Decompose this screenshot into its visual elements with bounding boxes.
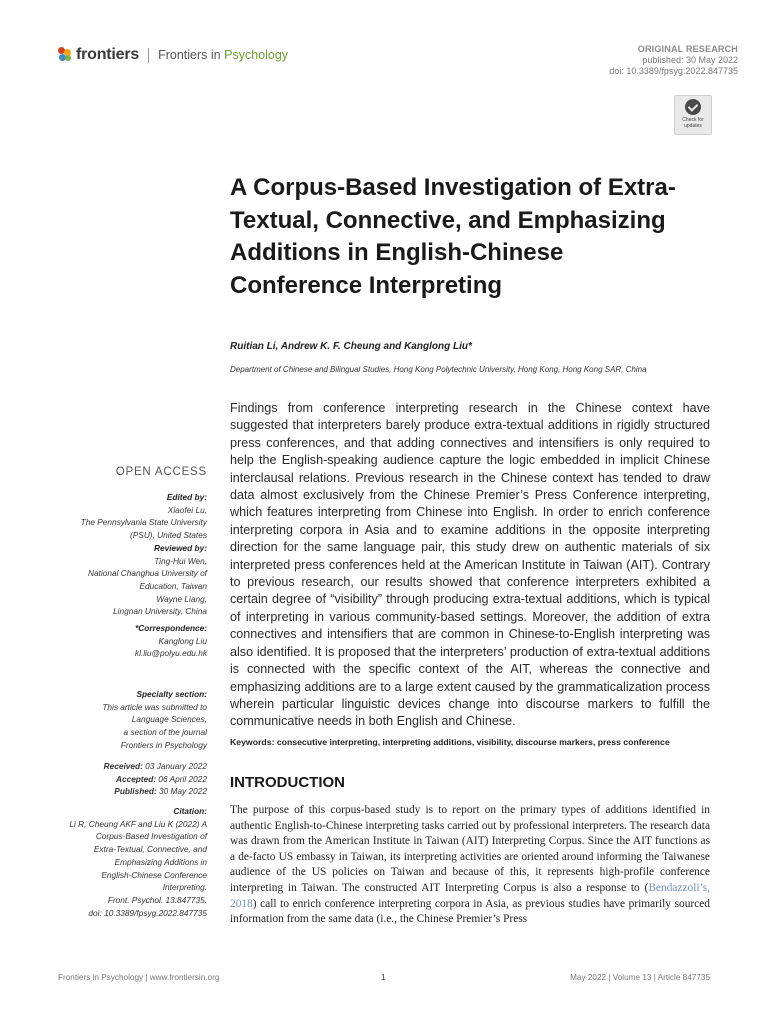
logo-wordmark: frontiers — [76, 46, 140, 63]
sidebar-citation — [40, 805, 207, 919]
affiliation: Department of Chinese and Bilingual Studies, Hong Kong Polytechnic University, Hong Kong, Hong Kong SAR, China — [230, 365, 647, 374]
specialty-line: Frontiers in Psychology — [120, 739, 207, 750]
correspondence-name: Kanglong Liu — [158, 635, 207, 646]
specialty-heading: Specialty section: — [136, 689, 207, 699]
citation-line: Emphasizing Additions in — [114, 856, 207, 867]
intro-text-part2: ) call to enrich conference interpreting corpora in Asia, as previous studies have primarily sourced information from the same data (i.e., the Chinese Premier’s Press — [230, 897, 710, 926]
date-label: Published: — [114, 786, 157, 797]
reviewer-line: Education, Taiwan — [139, 580, 207, 591]
date-label: Accepted: — [115, 773, 157, 784]
correspondence-email[interactable]: kl.liu@polyu.edu.hk — [134, 648, 207, 659]
page-number: 1 — [381, 973, 386, 982]
journal-prefix: Frontiers in — [158, 48, 225, 62]
journal-name[interactable] — [158, 48, 288, 62]
citation-line: Corpus-Based Investigation of — [95, 831, 207, 842]
article-doi[interactable]: doi: 10.3389/fpsyg.2022.847735 — [609, 66, 738, 76]
article-type: ORIGINAL RESEARCH — [637, 44, 738, 54]
frontiers-logo[interactable] — [58, 44, 288, 66]
citation-heading: Citation: — [173, 806, 207, 816]
reviewer-line: National Changhua University of — [88, 568, 207, 579]
section-heading-introduction: INTRODUCTION — [230, 774, 345, 791]
check-updates-icon — [685, 99, 701, 115]
editor-line: Xiaofei Lu, — [167, 504, 207, 515]
citation-line: Interpreting. — [162, 882, 207, 893]
frontiers-logo-icon — [58, 47, 72, 63]
logo-divider — [148, 48, 149, 63]
reviewed-by-heading: Reviewed by: — [153, 542, 207, 553]
citation-line: Front. Psychol. 13:847735. — [107, 894, 207, 905]
specialty-line: Language Sciences, — [131, 714, 207, 725]
date-label: Received: — [103, 761, 143, 771]
reviewer-line: Wayne Liang, — [156, 593, 207, 604]
footer-issue: May 2022 | Volume 13 | Article 847735 — [570, 973, 710, 982]
footer-journal[interactable]: Frontiers in Psychology | www.frontiersin.org — [58, 973, 220, 982]
citation-line: Extra-Textual, Connective, and — [93, 844, 207, 855]
introduction-text — [230, 803, 710, 928]
sidebar-dates — [40, 760, 207, 798]
citation-line: Li R, Cheung AKF and Liu K (2022) A — [69, 818, 207, 829]
sidebar-editors — [40, 491, 207, 660]
date-published — [40, 785, 207, 798]
sidebar-specialty — [40, 688, 207, 752]
reviewer-line: Ting-Hui Wen, — [154, 555, 207, 566]
date-value: 03 January 2022 — [142, 761, 207, 771]
check-for-updates-badge[interactable] — [674, 95, 712, 135]
article-title: A Corpus-Based Investigation of Extra-Textual, Connective, and Emphasizing Additions in English-Chinese Conference Interpreting — [230, 174, 676, 299]
citation-link[interactable]: Bendazzoli’s, 2018 — [230, 881, 710, 910]
editor-line: The Pennsylvania State University — [80, 517, 207, 528]
correspondence-heading: *Correspondence: — [135, 623, 207, 634]
journal-field: Psychology — [224, 48, 289, 62]
date-accepted — [40, 773, 207, 786]
abstract: Findings from conference interpreting research in the Chinese context have suggested that interpreters barely produce extra-textual additions in rigidly structured press conferences, and that adding connectives and intensifiers is only required to help the English-speaking audience capture the logic embedded in implicit Chinese interclausal relations. Previous research in the Chinese context has tended to draw data almost exclusively from the Chinese Premier’s Press Conference interpreting, which features interpreting from Chinese into English. In order to enrich conference interpreting corpora in Asia and to examine additions in the opposite interpreting direction for the same language pair, this study drew on authentic materials of six interpreted press conferences held at the American Institute in Taiwan (AIT). Contrary to previous research, our results showed that conference interpreters exhibited a certain degree of “visibility” through producing extra-textual additions, which is typical of interpreting in various community-based settings. Moreover, the addition of extra connectives and intensifiers that are common in Chinese-to-English interpreting was also identified. It is proposed that the interpreters’ production of extra-textual additions is connected with the specific context of the AIT, whereas the connective and emphasizing additions are to a large extent caused by the grammaticalization process wherein particular linguistic devices change into discourse markers to fulfill the communicative needs in both English and Chinese. — [230, 401, 710, 729]
date-received — [40, 760, 207, 773]
keywords: Keywords: consecutive interpreting, interpreting additions, visibility, discourse markers, press conference — [230, 737, 670, 747]
reviewer-line: Lingnan University, China — [113, 606, 207, 617]
intro-text-part1: The purpose of this corpus-based study is to report on the primary types of additions identified in authentic English-to-Chinese interpreting tasks carried out by professional interpreters. The research data was drawn from the American Institute in Taiwan (AIT) Interpreting Corpus. Since the AIT functions as a de-facto US embassy in Taiwan, its interpreting activities are oriented around informing the Taiwanese audience of the US policies on Taiwan and because of this, it represents high-profile conference interpreting in Taiwan. The constructed AIT Interpreting Corpus is also a response to ( — [230, 804, 710, 894]
date-value: 06 April 2022 — [156, 773, 207, 784]
author-list[interactable]: Ruitian Li, Andrew K. F. Cheung and Kanglong Liu* — [230, 341, 472, 352]
open-access-label: OPEN ACCESS — [115, 466, 207, 478]
citation-doi[interactable]: doi: 10.3389/fpsyg.2022.847735 — [88, 907, 207, 918]
published-date: published: 30 May 2022 — [642, 55, 738, 65]
specialty-line: a section of the journal — [123, 727, 207, 738]
edited-by-heading: Edited by: — [166, 492, 207, 502]
editor-line: (PSU), United States — [129, 530, 207, 541]
specialty-line: This article was submitted to — [102, 701, 207, 712]
article-meta — [609, 44, 738, 77]
citation-line: English-Chinese Conference — [101, 869, 207, 880]
date-value: 30 May 2022 — [156, 786, 207, 797]
check-updates-label: Check for updates — [682, 117, 704, 129]
